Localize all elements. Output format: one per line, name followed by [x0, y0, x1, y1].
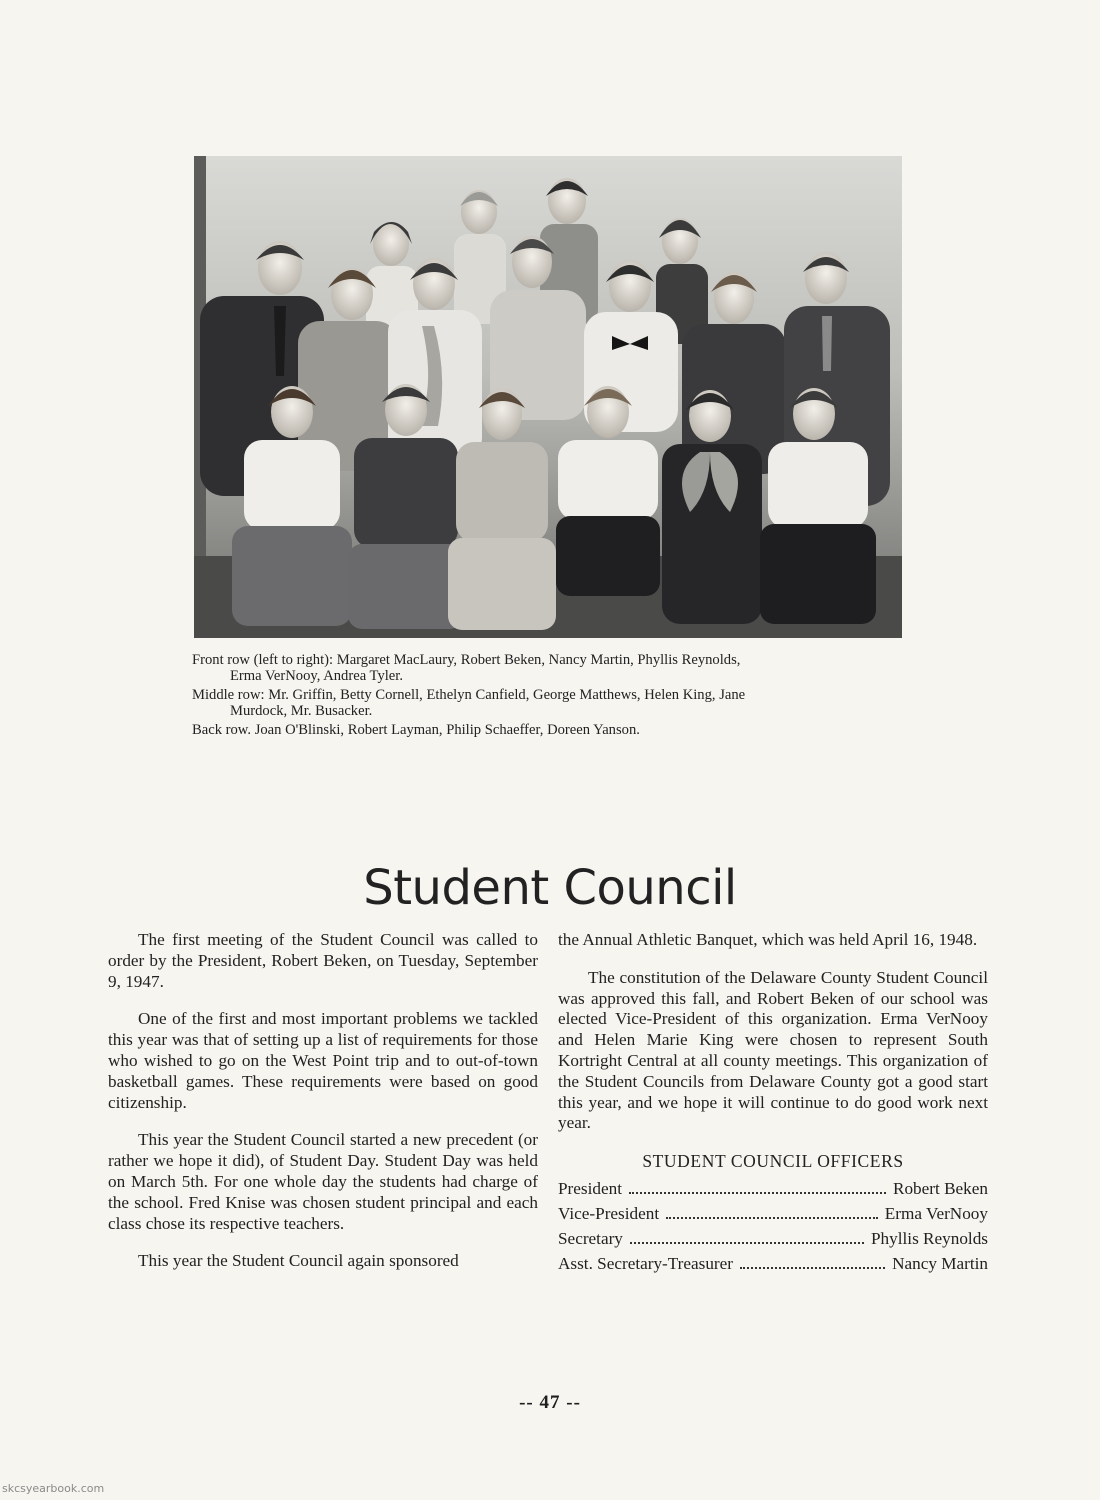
front-row-names-cont: Erma VerNooy, Andrea Tyler.: [230, 668, 403, 684]
paragraph-continued: the Annual Athletic Banquet, which was held April 16, 1948.: [558, 930, 978, 949]
caption-middle-row: [192, 687, 912, 719]
dot-leader: [629, 1191, 886, 1194]
caption-back-row: [192, 722, 912, 738]
paragraph: The constitution of the Delaware County Student Council was approved this fall, and Robert Beken of our school was elected Vice-President of this organization. Erma VerNooy and Helen Marie King were chosen to represent South Kortright Central at all county meetings. This organization of the Student Councils from Delaware County got a good start this year, and we hope it will continue to do good work next year.: [558, 967, 988, 1133]
dot-leader: [740, 1266, 885, 1269]
caption-front-row: [192, 652, 912, 684]
middle-row-names: Mr. Griffin, Betty Cornell, Ethelyn Canfield, George Matthews, Helen King, Jane: [268, 687, 746, 703]
left-column: [108, 930, 538, 1289]
officer-row: [558, 1251, 988, 1276]
paragraph: This year the Student Council again sponsored: [138, 1251, 459, 1271]
officer-row: [558, 1176, 988, 1201]
officer-row: [558, 1201, 988, 1226]
middle-row-label: Middle row:: [192, 687, 265, 703]
back-row-label: Back row.: [192, 722, 252, 738]
officer-name: Nancy Martin: [892, 1253, 988, 1273]
site-watermark: skcsyearbook.com: [2, 1482, 105, 1495]
photo-caption: [192, 652, 912, 741]
officer-row: [558, 1226, 988, 1251]
dot-leader: [630, 1241, 864, 1244]
officer-role: Asst. Secretary-Treasurer: [558, 1253, 734, 1273]
dot-leader: [666, 1216, 878, 1219]
officers-list: [558, 1151, 988, 1276]
paragraph: This year the Student Council started a new precedent (or rather we hope it did), of Student Day. Student Day was held on March 5th. For one whole day the students had charge of the school. Fred Knise was chosen student principal and each class chose its respective teachers.: [108, 1130, 538, 1233]
officers-heading: STUDENT COUNCIL OFFICERS: [642, 1151, 904, 1172]
officer-role: Vice-President: [558, 1203, 660, 1223]
officer-name: Robert Beken: [893, 1178, 988, 1198]
page-title: Student Council: [363, 860, 737, 916]
front-row-names: Margaret MacLaury, Robert Beken, Nancy Martin, Phyllis Reynolds,: [336, 652, 741, 668]
page-number: -- 47 --: [519, 1392, 581, 1413]
right-column: [558, 930, 988, 1276]
group-photo: [194, 156, 902, 638]
officer-role: Secretary: [558, 1228, 623, 1248]
paragraph: The first meeting of the Student Council was called to order by the President, Robert Beken, on Tuesday, September 9, 1947.: [108, 930, 538, 991]
middle-row-names-cont: Murdock, Mr. Busacker.: [230, 703, 373, 719]
officer-role: President: [558, 1178, 622, 1198]
front-row-label: Front row (left to right):: [192, 652, 334, 668]
officer-name: Erma VerNooy: [884, 1203, 988, 1223]
paragraph: One of the first and most important problems we tackled this year was that of setting up a list of requirements for those who wished to go on the West Point trip and to out-of-town basketball games. These requirements were based on good citizenship.: [108, 1009, 538, 1112]
officer-name: Phyllis Reynolds: [871, 1228, 988, 1248]
back-row-names: Joan O'Blinski, Robert Layman, Philip Schaeffer, Doreen Yanson.: [254, 722, 640, 738]
